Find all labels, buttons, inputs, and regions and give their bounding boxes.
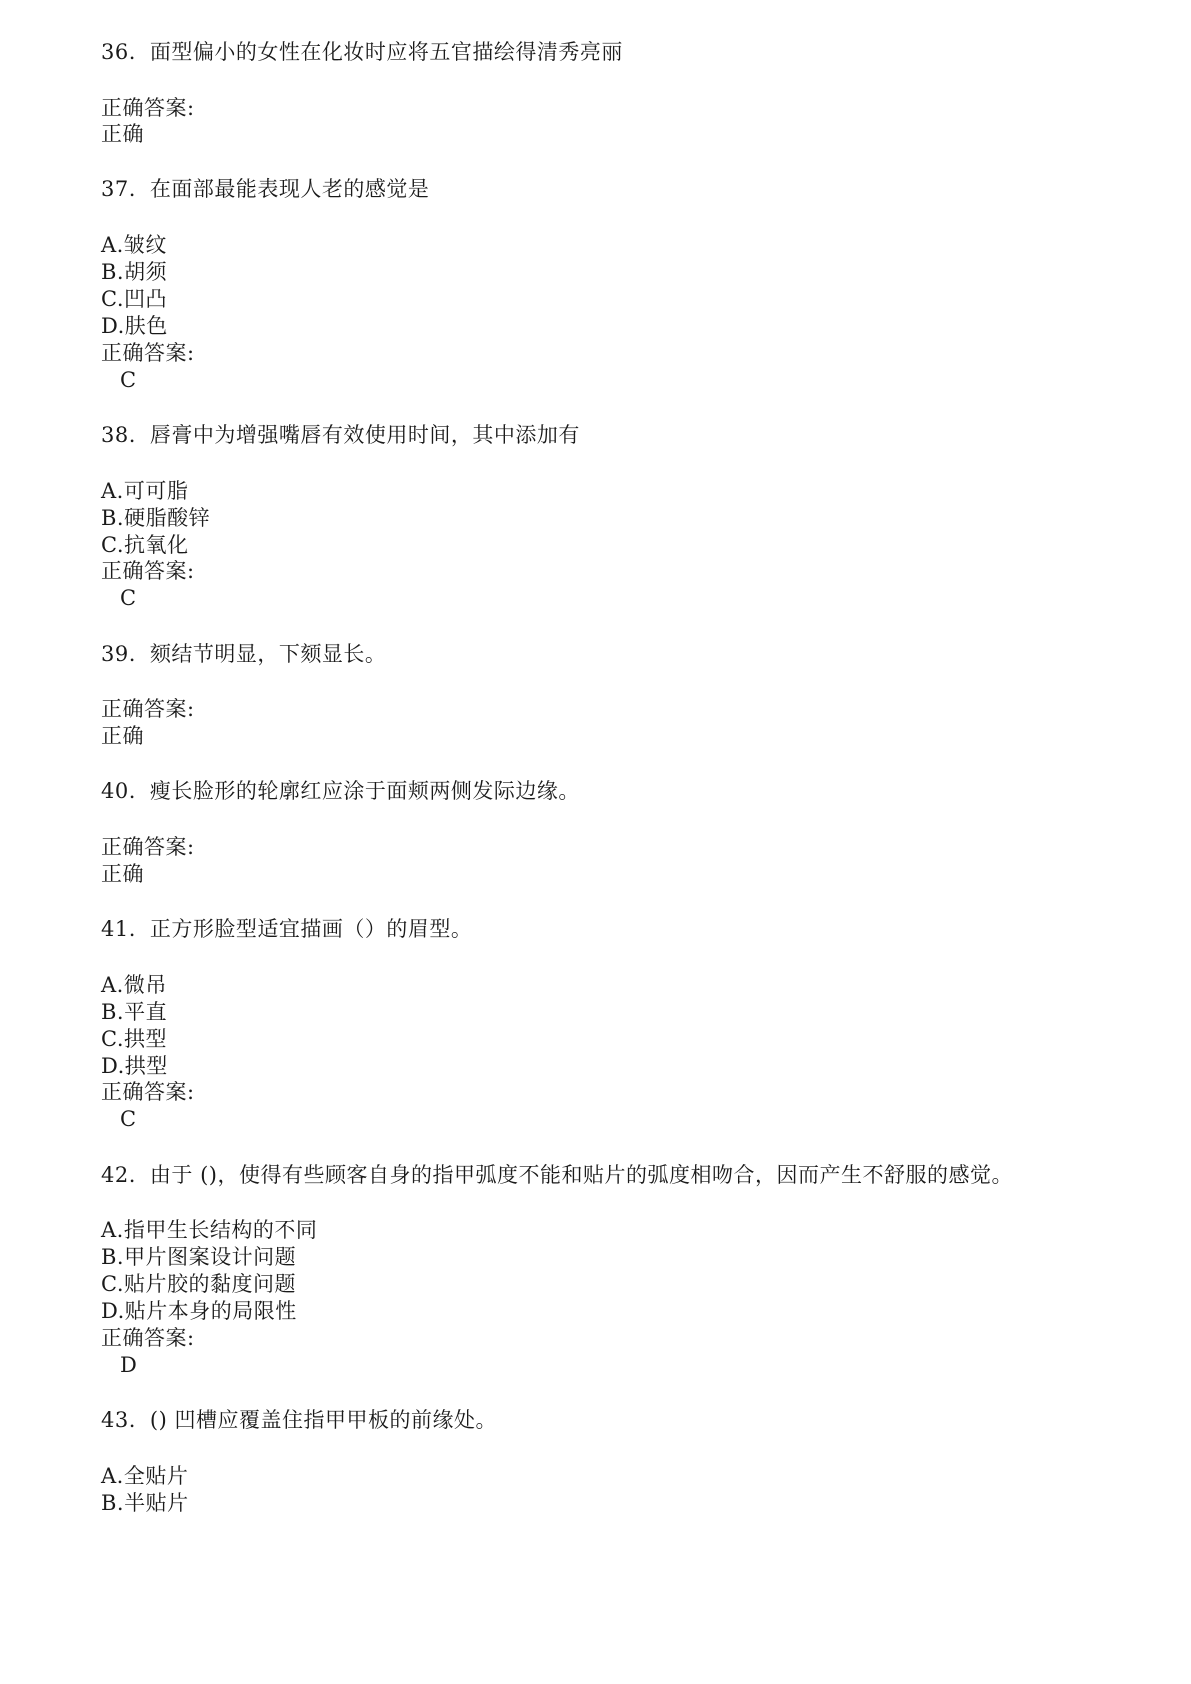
question-38 xyxy=(101,421,580,449)
question-number: 39. xyxy=(101,642,136,666)
answer-value: 正确 xyxy=(101,122,144,146)
question-41 xyxy=(101,915,472,943)
option: C.贴片胶的黏度问题 xyxy=(101,1272,296,1296)
question-text: 面型偏小的女性在化妆时应将五官描绘得清秀亮丽 xyxy=(149,40,623,64)
question-text: 由于 ()，使得有些顾客自身的指甲弧度不能和贴片的弧度相吻合，因而产生不舒服的感觉。 xyxy=(149,1163,1013,1187)
question-number: 41. xyxy=(101,917,136,941)
option: B.半贴片 xyxy=(101,1491,189,1515)
option: B.甲片图案设计问题 xyxy=(101,1245,297,1269)
option: A.指甲生长结构的不同 xyxy=(101,1218,318,1242)
question-text: 正方形脸型适宜描画（）的眉型。 xyxy=(149,917,473,941)
answer-value: C xyxy=(120,368,137,392)
option: A.全贴片 xyxy=(101,1464,189,1488)
question-number: 38. xyxy=(101,423,136,447)
option: C.凹凸 xyxy=(101,287,167,311)
question-43 xyxy=(101,1406,497,1434)
answer-label: 正确答案: xyxy=(101,559,195,583)
answer-label: 正确答案: xyxy=(101,96,195,120)
answer-label: 正确答案: xyxy=(101,697,195,721)
answer-value: 正确 xyxy=(101,862,144,886)
option: D.肤色 xyxy=(101,314,168,338)
question-text: 在面部最能表现人老的感觉是 xyxy=(149,177,430,201)
question-number: 42. xyxy=(101,1163,136,1187)
option: B.平直 xyxy=(101,1000,168,1024)
question-36 xyxy=(101,38,623,66)
question-number: 36. xyxy=(101,40,136,64)
question-39 xyxy=(101,640,386,668)
option: B.胡须 xyxy=(101,260,168,284)
option: D.拱型 xyxy=(101,1054,168,1078)
answer-label: 正确答案: xyxy=(101,1326,195,1350)
answer-label: 正确答案: xyxy=(101,1080,195,1104)
option: C.抗氧化 xyxy=(101,533,189,557)
answer-value: C xyxy=(120,1107,137,1131)
question-text: () 凹槽应覆盖住指甲甲板的前缘处。 xyxy=(149,1408,497,1432)
answer-label: 正确答案: xyxy=(101,835,195,859)
question-number: 40. xyxy=(101,779,136,803)
answer-value: 正确 xyxy=(101,724,144,748)
option: D.贴片本身的局限性 xyxy=(101,1299,297,1323)
answer-value: C xyxy=(120,586,137,610)
option: B.硬脂酸锌 xyxy=(101,506,211,530)
option: A.微吊 xyxy=(101,973,167,997)
question-text: 唇膏中为增强嘴唇有效使用时间，其中添加有 xyxy=(149,423,580,447)
question-number: 43. xyxy=(101,1408,136,1432)
option: A.皱纹 xyxy=(101,233,167,257)
answer-value: D xyxy=(120,1353,138,1377)
question-text: 颏结节明显，下颏显长。 xyxy=(149,642,387,666)
answer-label: 正确答案: xyxy=(101,341,195,365)
question-number: 37. xyxy=(101,177,136,201)
option: A.可可脂 xyxy=(101,479,189,503)
question-text: 瘦长脸形的轮廓红应涂于面颊两侧发际边缘。 xyxy=(149,779,580,803)
question-37 xyxy=(101,175,429,203)
question-40 xyxy=(101,777,580,805)
question-42 xyxy=(101,1161,1013,1189)
option: C.拱型 xyxy=(101,1027,167,1051)
